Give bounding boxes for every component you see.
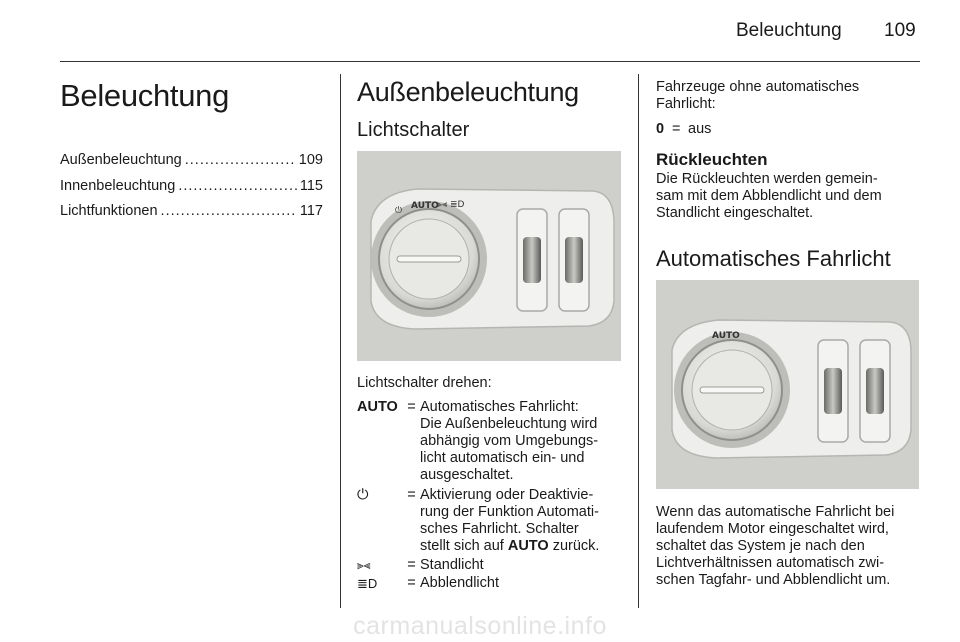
page-number: 109 (884, 20, 916, 41)
toc-leader (178, 177, 297, 195)
toc-page: 109 (298, 152, 323, 168)
power-icon: ⏻ (357, 487, 369, 503)
light-switch-illustration (357, 151, 621, 361)
auto-switch-photo (656, 280, 919, 489)
intro-text: Lichtschalter drehen: (357, 375, 492, 391)
toc-label: Außenbeleuchtung (60, 152, 182, 168)
definition-parking-light: ⫸⫷ = Standlicht (357, 557, 623, 574)
definition-auto: AUTO = Automatisches Fahrlicht: Die Außenbeleuchtung wird abhängig vom Umgebungs- licht automatisch ein- und ausgeschaltet. (357, 399, 623, 484)
watermark: carmanualsonline.info (353, 612, 607, 640)
auto-light-title: Automatisches Fahrlicht (656, 246, 891, 271)
toc-leader (161, 202, 297, 220)
toc-page: 117 (299, 203, 323, 219)
chapter-title: Beleuchtung (60, 78, 230, 113)
column-separator (340, 74, 341, 608)
toc-page: 115 (299, 178, 323, 194)
toc-label: Innenbeleuchtung (60, 178, 176, 194)
light-switch-photo (357, 151, 621, 361)
no-auto-text: Fahrzeuge ohne automatisches Fahrlicht: (656, 79, 860, 112)
toc-entry[interactable] (60, 202, 323, 220)
svg-text:⏻: ⏻ (395, 206, 403, 216)
rear-lights-text: Die Rückleuchten werden gemein- sam mit dem Abblendlicht und dem Standlicht eingeschaltet. (656, 171, 882, 221)
def-term: AUTO (357, 399, 398, 415)
parking-light-icon: ⫸⫷ (357, 558, 371, 572)
toc-leader (185, 151, 296, 169)
def-desc: Standlicht (420, 557, 484, 573)
auto-switch-illustration (656, 280, 919, 489)
toc-entry[interactable] (60, 151, 323, 169)
def-desc: Automatisches Fahrlicht: Die Außenbeleuchtung wird abhängig vom Umgebungs- licht automatisch ein- und ausgeschaltet. (420, 399, 599, 483)
definition-off: 0 = aus (656, 121, 712, 137)
header-rule (60, 61, 920, 62)
toc-entry[interactable] (60, 177, 323, 195)
rear-lights-title: Rückleuchten (656, 150, 768, 169)
running-header-title: Beleuchtung (736, 20, 842, 41)
subsection-title: Lichtschalter (357, 119, 470, 141)
low-beam-icon: ≣D (357, 576, 378, 591)
definition-power: ⏻ = Aktivierung oder Deaktivie- rung der Funktion Automati- sches Fahrlicht. Schalter stellt sich auf AUTO zurück. (357, 487, 623, 555)
switch-auto-label: AUTO (411, 201, 439, 211)
def-desc: Aktivierung oder Deaktivie- rung der Funktion Automati- sches Fahrlicht. Schalter stellt sich auf AUTO zurück. (420, 487, 600, 554)
switch-auto-label: AUTO (712, 331, 740, 341)
toc-label: Lichtfunktionen (60, 203, 158, 219)
svg-text:⫸⫷ ≣D: ⫸⫷ ≣D (437, 200, 465, 210)
def-desc: Abblendlicht (420, 575, 499, 591)
section-title: Außenbeleuchtung (357, 77, 579, 107)
column-separator (638, 74, 639, 608)
definition-low-beam: ≣D = Abblendlicht (357, 575, 623, 592)
auto-light-text: Wenn das automatische Fahrlicht bei laufendem Motor eingeschaltet wird, schaltet das System je nach den Lichtverhältnissen automatisch zwi- schen Tagfahr- und Abblendlicht um. (656, 504, 895, 588)
